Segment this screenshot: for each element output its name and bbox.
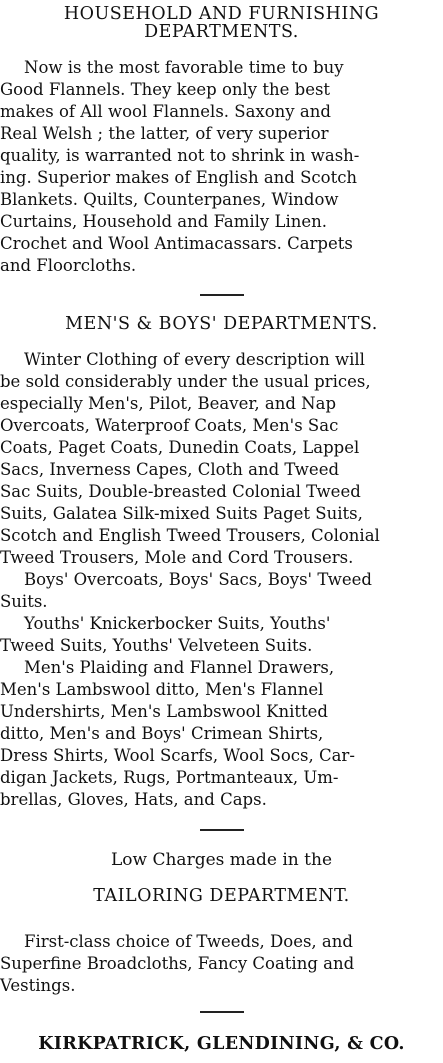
- mens-underwear-line: brellas, Gloves, Hats, and Caps.: [0, 790, 267, 809]
- mens-underwear-line: Undershirts, Men's Lambswool Knitted: [0, 702, 328, 721]
- mens-text-line: be sold considerably under the usual prices,: [0, 372, 371, 391]
- section-divider: [200, 1011, 244, 1013]
- household-text-line: Real Welsh ; the latter, of very superior: [0, 124, 329, 143]
- boys-text-line: Boys' Overcoats, Boys' Sacs, Boys' Tweed: [24, 570, 372, 589]
- household-text-line: Crochet and Wool Antimacassars. Carpets: [0, 234, 353, 253]
- household-text-line: and Floorcloths.: [0, 256, 137, 275]
- household-text-line: Good Flannels. They keep only the best: [0, 80, 331, 99]
- mens-text-line: Scotch and English Tweed Trousers, Colonial: [0, 526, 380, 545]
- household-text-line: makes of All wool Flannels. Saxony and: [0, 102, 331, 121]
- mens-text-line: Overcoats, Waterproof Coats, Men's Sac: [0, 416, 339, 435]
- mens-boys-heading: MEN'S & BOYS' DEPARTMENTS.: [65, 314, 378, 334]
- boys-text-line: Suits.: [0, 592, 48, 611]
- mens-text-line: Sac Suits, Double-breasted Colonial Tweed: [0, 482, 361, 501]
- household-text-line: ing. Superior makes of English and Scotch: [0, 168, 358, 187]
- tailoring-text-line: First-class choice of Tweeds, Does, and: [24, 932, 353, 951]
- mens-text-line: Coats, Paget Coats, Dunedin Coats, Lappel: [0, 438, 360, 457]
- household-text-line: Now is the most favorable time to buy: [24, 58, 344, 77]
- household-heading-line-1: HOUSEHOLD AND FURNISHING: [63, 4, 380, 24]
- household-text-line: Blankets. Quilts, Counterpanes, Window: [0, 190, 339, 209]
- youths-text-line: Youths' Knickerbocker Suits, Youths': [24, 614, 331, 633]
- household-heading-line-2: DEPARTMENTS.: [144, 22, 299, 42]
- mens-text-line: Tweed Trousers, Mole and Cord Trousers.: [0, 548, 354, 567]
- mens-underwear-line: Men's Lambswool ditto, Men's Flannel: [0, 680, 324, 699]
- tailoring-intro: Low Charges made in the: [111, 850, 332, 870]
- youths-text-line: Tweed Suits, Youths' Velveteen Suits.: [0, 636, 313, 655]
- mens-underwear-line: Dress Shirts, Wool Scarfs, Wool Socs, Car-: [0, 746, 355, 765]
- mens-text-line: Sacs, Inverness Capes, Cloth and Tweed: [0, 460, 340, 479]
- mens-text-line: especially Men's, Pilot, Beaver, and Nap: [0, 394, 337, 413]
- tailoring-heading: TAILORING DEPARTMENT.: [93, 886, 350, 906]
- mens-underwear-line: digan Jackets, Rugs, Portmanteaux, Um-: [0, 768, 339, 787]
- household-text-line: Curtains, Household and Family Linen.: [0, 212, 327, 231]
- section-divider: [200, 829, 244, 831]
- tailoring-text-line: Superfine Broadcloths, Fancy Coating and: [0, 954, 355, 973]
- mens-underwear-line: ditto, Men's and Boys' Crimean Shirts,: [0, 724, 324, 743]
- tailoring-text-line: Vestings.: [0, 976, 76, 995]
- company-name: KIRKPATRICK, GLENDINING, & CO.: [38, 1034, 405, 1054]
- household-text-line: quality, is warranted not to shrink in wash-: [0, 146, 360, 165]
- mens-text-line: Suits, Galatea Silk-mixed Suits Paget Suits,: [0, 504, 363, 523]
- mens-text-line: Winter Clothing of every description will: [24, 350, 365, 369]
- mens-underwear-line: Men's Plaiding and Flannel Drawers,: [24, 658, 335, 677]
- section-divider: [200, 294, 244, 296]
